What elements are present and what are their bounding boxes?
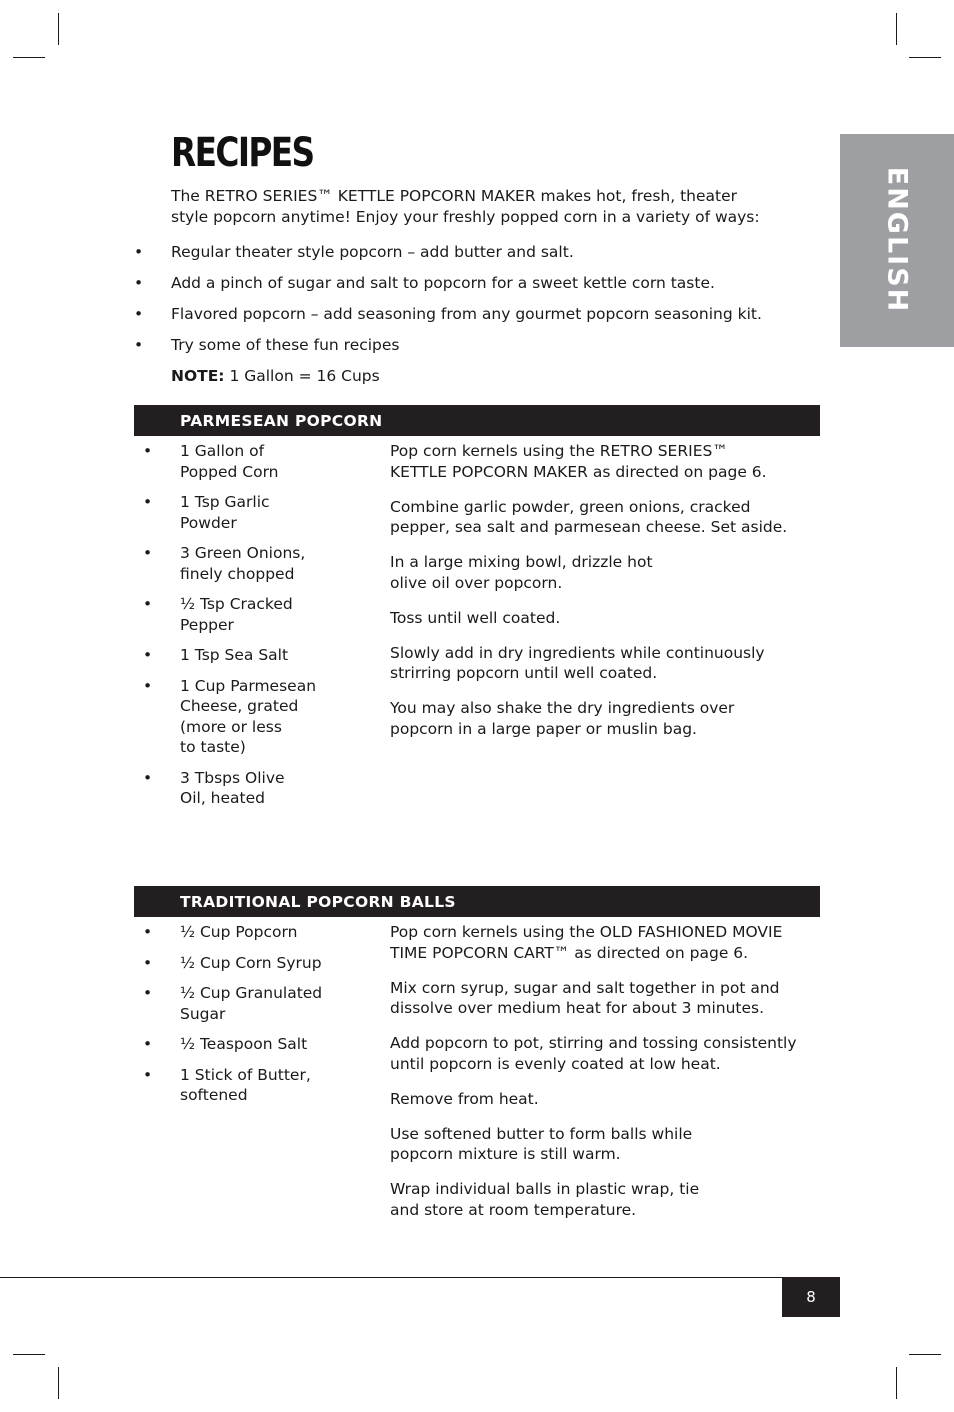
bullet-icon: • (143, 646, 153, 664)
direction-line: Use softened butter to form balls while (390, 1124, 693, 1143)
direction-line: popcorn in a large paper or muslin bag. (390, 719, 697, 738)
ingredient-line: ½ Cup Popcorn (180, 923, 298, 941)
bullet-icon: • (143, 493, 153, 511)
direction-line: Mix corn syrup, sugar and salt together in pot and (390, 978, 780, 997)
ingredient-item (134, 441, 364, 482)
ingredient-line: 1 Cup Parmesean (180, 676, 317, 695)
direction-step (390, 1179, 820, 1220)
direction-line: and store at room temperature. (390, 1200, 637, 1219)
intro-line: style popcorn anytime! Enjoy your freshly popped corn in a variety of ways: (171, 208, 760, 226)
page-number: 8 (782, 1277, 840, 1317)
direction-line: TIME POPCORN CART™ as directed on page 6. (390, 943, 749, 962)
bullet-icon: • (143, 442, 153, 460)
bullet-icon: • (143, 544, 153, 562)
direction-step (390, 552, 820, 593)
directions (390, 922, 820, 1235)
ingredients-list (134, 441, 364, 819)
list-item: • Regular theater style popcorn – add butter and salt. (134, 243, 574, 261)
ingredient-item (134, 768, 364, 809)
ingredient-line: ½ Teaspoon Salt (180, 1035, 308, 1053)
ingredient-line: finely chopped (180, 564, 295, 583)
direction-step (390, 1124, 820, 1165)
ingredient-line: ½ Cup Granulated (180, 984, 323, 1002)
recipe-header-parmesean (134, 405, 820, 436)
direction-step (390, 608, 820, 629)
ingredient-line: (more or less (180, 717, 282, 736)
direction-line: You may also shake the dry ingredients over (390, 699, 735, 717)
direction-line: In a large mixing bowl, drizzle hot (390, 553, 653, 571)
ingredient-item (134, 492, 364, 533)
ingredient-line: Cheese, grated (180, 697, 299, 715)
direction-line: Remove from heat. (390, 1089, 539, 1108)
direction-line: KETTLE POPCORN MAKER as directed on page 6. (390, 462, 767, 481)
intro-paragraph (171, 186, 801, 228)
recipe-header-popcorn-balls (134, 886, 820, 917)
list-item: • Add a pinch of sugar and salt to popcorn for a sweet kettle corn taste. (134, 274, 715, 292)
direction-line: Combine garlic powder, green onions, cracked (390, 497, 751, 516)
bullet-icon: • (143, 953, 153, 972)
ingredient-line: Oil, heated (180, 789, 265, 807)
direction-line: strirring popcorn until well coated. (390, 664, 658, 682)
bullet-icon: • (143, 923, 153, 941)
bullet-icon: • (134, 243, 144, 261)
direction-line: until popcorn is evenly coated at low heat. (390, 1054, 721, 1073)
crop-mark (13, 1354, 45, 1355)
ingredient-line: 3 Green Onions, (180, 544, 306, 562)
direction-line: pepper, sea salt and parmesean cheese. Set aside. (390, 518, 788, 536)
language-tab (840, 134, 954, 347)
footer-rule (0, 1277, 840, 1278)
note (171, 366, 380, 387)
ingredient-line: Powder (180, 513, 237, 532)
list-item: • Flavored popcorn – add seasoning from any gourmet popcorn seasoning kit. (134, 305, 762, 323)
direction-line: Wrap individual balls in plastic wrap, tie (390, 1180, 700, 1198)
recipe-title: TRADITIONAL POPCORN BALLS (180, 893, 456, 911)
ingredient-line: Popped Corn (180, 462, 279, 481)
ingredient-item (134, 1034, 364, 1055)
direction-line: Pop corn kernels using the RETRO SERIES™ (390, 442, 728, 460)
bullet-icon: • (143, 984, 153, 1002)
direction-line: Pop corn kernels using the OLD FASHIONED MOVIE (390, 923, 783, 941)
ingredient-item (134, 1065, 364, 1106)
bullet-icon: • (143, 595, 153, 613)
bullet-icon: • (143, 676, 153, 695)
ingredient-line: 1 Tsp Garlic (180, 493, 270, 511)
direction-line: Slowly add in dry ingredients while continuously (390, 643, 765, 662)
crop-mark (909, 1354, 941, 1355)
crop-mark (896, 1367, 897, 1399)
directions (390, 441, 820, 754)
crop-mark (896, 13, 897, 45)
direction-step (390, 698, 820, 739)
direction-step (390, 441, 820, 482)
direction-line: popcorn mixture is still warm. (390, 1145, 621, 1163)
crop-mark (13, 57, 45, 58)
direction-line: Toss until well coated. (390, 608, 561, 627)
ingredients-list (134, 922, 364, 1116)
direction-step (390, 497, 820, 538)
direction-line: dissolve over medium heat for about 3 minutes. (390, 999, 765, 1017)
note-text: 1 Gallon = 16 Cups (224, 367, 380, 385)
direction-step (390, 978, 820, 1019)
ingredient-item (134, 543, 364, 584)
ingredient-line: 1 Gallon of (180, 442, 265, 460)
ingredient-line: Sugar (180, 1004, 226, 1023)
crop-mark (58, 1367, 59, 1399)
ingredient-line: ½ Cup Corn Syrup (180, 953, 322, 972)
direction-step (390, 643, 820, 684)
intro-line: The RETRO SERIES™ KETTLE POPCORN MAKER makes hot, fresh, theater (171, 187, 738, 205)
crop-mark (58, 13, 59, 45)
list-item: • Try some of these fun recipes (134, 336, 400, 354)
bullet-icon: • (143, 1035, 153, 1053)
ingredient-item (134, 676, 364, 758)
direction-step (390, 1089, 820, 1110)
ingredient-item (134, 953, 364, 974)
ingredient-item (134, 645, 364, 666)
ingredient-line: Pepper (180, 615, 234, 634)
direction-line: olive oil over popcorn. (390, 573, 563, 592)
language-label: ENGLISH (881, 166, 913, 314)
bullet-icon: • (134, 336, 144, 354)
ingredient-line: 3 Tbsps Olive (180, 768, 285, 787)
bullet-icon: • (143, 1065, 153, 1084)
direction-step (390, 922, 820, 963)
recipe-title: PARMESEAN POPCORN (180, 412, 383, 430)
page-title: RECIPES (171, 130, 314, 176)
serving-ideas-list (134, 242, 814, 366)
ingredient-item (134, 922, 364, 943)
bullet-icon: • (134, 305, 144, 323)
note-label: NOTE: (171, 367, 225, 385)
crop-mark (909, 57, 941, 58)
ingredient-line: 1 Stick of Butter, (180, 1065, 311, 1084)
direction-step (390, 1033, 820, 1074)
ingredient-line: 1 Tsp Sea Salt (180, 646, 289, 664)
ingredient-item (134, 983, 364, 1024)
ingredient-item (134, 594, 364, 635)
ingredient-line: to taste) (180, 738, 246, 756)
bullet-icon: • (143, 768, 153, 787)
direction-line: Add popcorn to pot, stirring and tossing consistently (390, 1034, 797, 1052)
ingredient-line: ½ Tsp Cracked (180, 595, 293, 613)
bullet-icon: • (134, 274, 144, 292)
ingredient-line: softened (180, 1086, 248, 1104)
